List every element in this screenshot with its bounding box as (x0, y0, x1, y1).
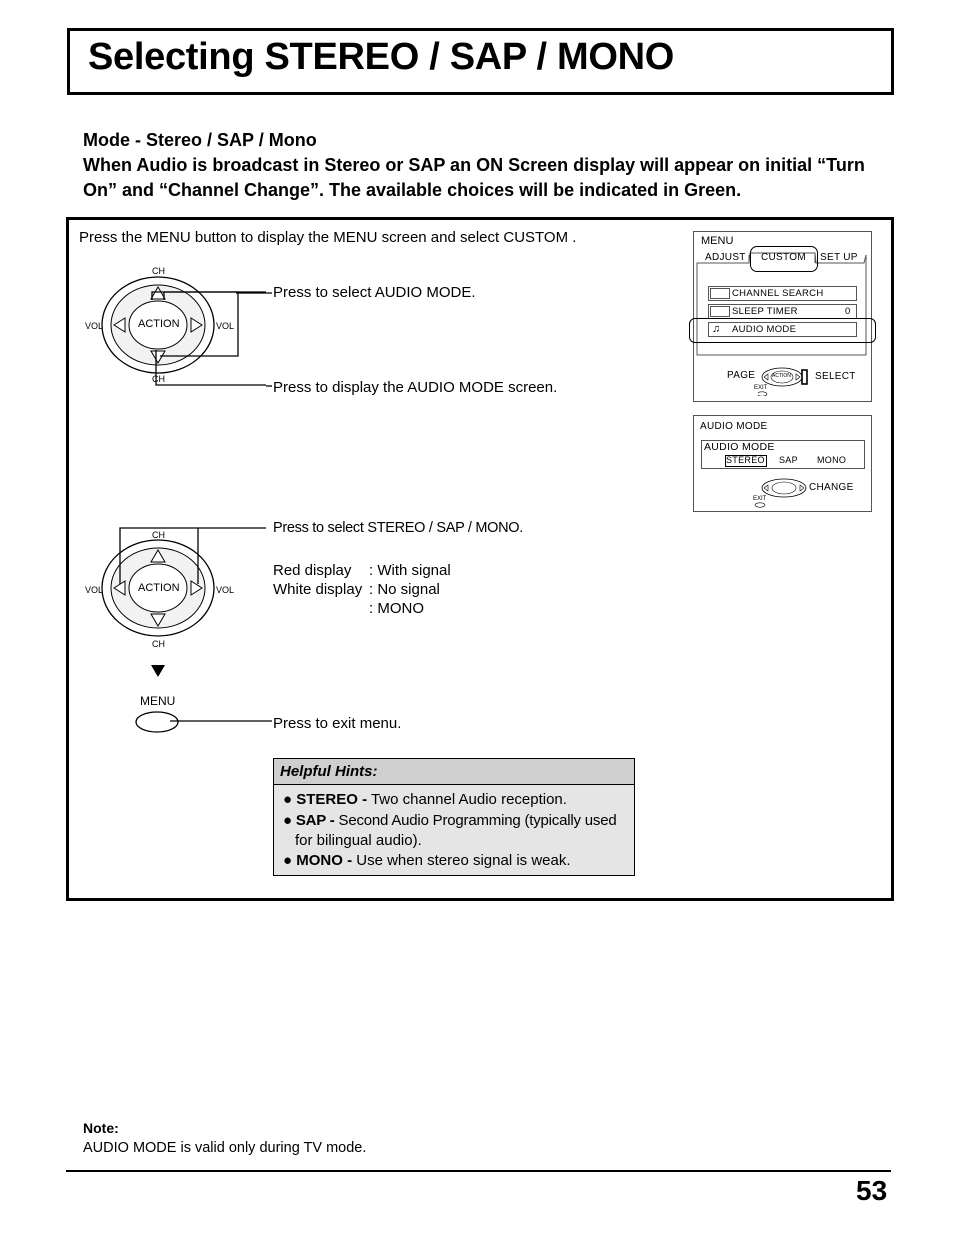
white-display-value: : No signal (369, 581, 440, 598)
audio-exit-label: EXIT (753, 496, 767, 502)
audio-mode-item-label: AUDIO MODE (732, 324, 797, 335)
step1-select-text: Press to select AUDIO MODE. (273, 284, 476, 301)
mono-value: : MONO (369, 600, 424, 617)
page-title: Selecting STEREO / SAP / MONO (88, 36, 675, 78)
remote2-action-label: ACTION (138, 582, 180, 594)
red-display-label: Red display (273, 562, 352, 579)
remote2-vol-right-label: VOL (216, 585, 235, 595)
select-label: SELECT (815, 371, 856, 382)
hints-title: Helpful Hints: (280, 763, 378, 780)
down-triangle-icon (151, 665, 165, 677)
remote1-vol-right-label: VOL (216, 321, 235, 331)
change-label: CHANGE (809, 482, 854, 493)
tab-setup[interactable]: SET UP (820, 252, 858, 263)
mini-action-label: ACTION (772, 373, 791, 379)
sleep-timer-icon (710, 306, 730, 317)
option-stereo[interactable]: STEREO (726, 455, 765, 465)
intro-line-3: On” and “Channel Change”. The available choices will be indicated in Green. (83, 180, 742, 200)
white-display-label: White display (273, 581, 363, 598)
intro-mode-line: Mode - Stereo / SAP / Mono (83, 130, 317, 150)
audio-mode-highlight (689, 318, 876, 343)
option-sap[interactable]: SAP (779, 455, 798, 465)
page-number: 53 (856, 1175, 888, 1206)
channel-search-label: CHANNEL SEARCH (732, 288, 824, 299)
tab-adjust[interactable]: ADJUST (705, 252, 746, 263)
sleep-timer-label: SLEEP TIMER (732, 306, 798, 317)
audio-box-title: AUDIO MODE (704, 441, 775, 453)
remote-pad-1 (80, 262, 280, 392)
note-text: AUDIO MODE is valid only during TV mode. (83, 1140, 367, 1156)
remote1-ch-bottom-label: CH (152, 374, 165, 384)
custom-tab-highlight (750, 246, 818, 272)
hint-sap-cont: for bilingual audio). (295, 832, 422, 849)
remote1-vol-left-label: VOL (85, 321, 104, 331)
menu-mini-remote (758, 366, 810, 396)
option-mono[interactable]: MONO (817, 455, 847, 465)
audio-screen-title: AUDIO MODE (700, 421, 768, 432)
audio-mini-remote (752, 478, 808, 510)
remote1-action-label: ACTION (138, 318, 180, 330)
remote2-ch-top-label: CH (152, 530, 165, 540)
remote-pad-2 (80, 524, 280, 654)
exit-menu-text: Press to exit menu. (273, 715, 402, 732)
hint-stereo: ● STEREO - Two channel Audio reception. (283, 791, 567, 808)
step1-display-text: Press to display the AUDIO MODE screen. (273, 379, 558, 396)
hint-sap: ● SAP - Second Audio Programming (typically used (283, 812, 617, 829)
intro-line-2: When Audio is broadcast in Stereo or SAP an ON Screen display will appear on initial “Turn (83, 155, 865, 175)
menu-exit-label: EXIT (754, 385, 768, 391)
remote2-vol-left-label: VOL (85, 585, 104, 595)
sleep-timer-value: 0 (845, 306, 851, 317)
menu-screen-title: MENU (701, 235, 734, 247)
menu-button[interactable] (134, 710, 274, 736)
remote1-ch-top-label: CH (152, 266, 165, 276)
helpful-hints-box (273, 758, 635, 876)
music-note-icon: ♫ (712, 323, 721, 335)
channel-search-icon (710, 288, 730, 299)
hint-mono: ● MONO - Use when stereo signal is weak. (283, 852, 571, 869)
red-display-value: : With signal (369, 562, 451, 579)
footer-rule (66, 1170, 891, 1172)
note-label: Note: (83, 1120, 119, 1136)
step1-instruction: Press the MENU button to display the MENU screen and select CUSTOM . (79, 229, 577, 246)
menu-button-label: MENU (140, 694, 176, 708)
remote2-ch-bottom-label: CH (152, 639, 165, 649)
step2-select-text: Press to select STEREO / SAP / MONO. (273, 520, 524, 536)
tab-custom[interactable]: CUSTOM (761, 252, 806, 263)
page-label: PAGE (727, 370, 756, 381)
